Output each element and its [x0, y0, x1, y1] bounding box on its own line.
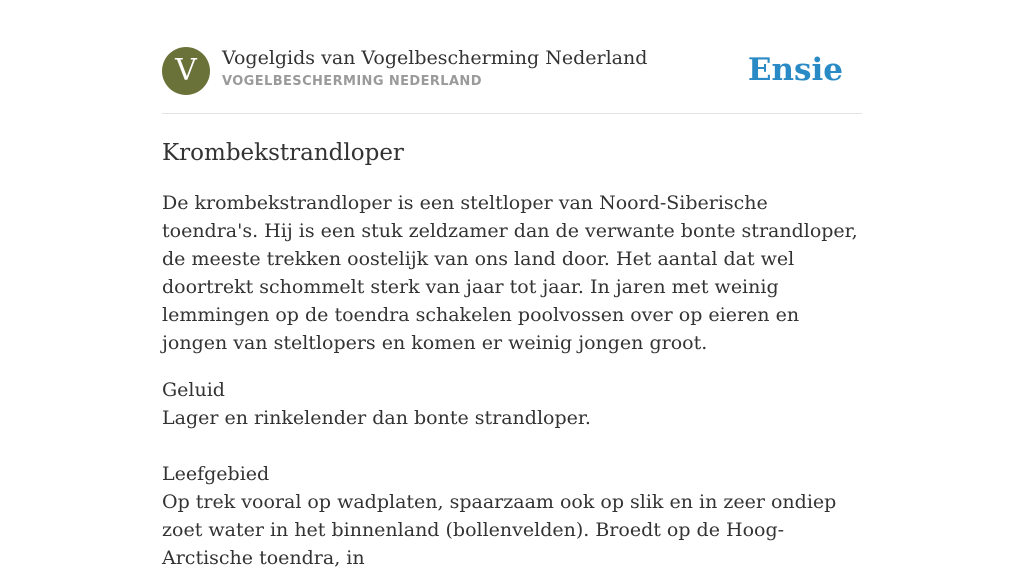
section-geluid	[162, 376, 862, 432]
ensie-logo[interactable]: Ensie	[747, 52, 843, 88]
article-intro: De krombekstrandloper is een steltloper van Noord-Siberische toendra's. Hij is een stuk zeldzamer dan de verwante bonte strandloper, de meeste trekken oostelijk van ons land door. Het aantal dat wel doortrekt schommelt sterk van jaar tot jaar. In jaren met weinig lemmingen op de toendra schakelen poolvossen over op eieren en jongen van steltlopers en komen er weinig jongen groot.	[162, 192, 858, 354]
section-heading: Geluid	[162, 379, 225, 401]
article-body	[162, 189, 862, 572]
entry-page	[162, 0, 862, 572]
source-info	[222, 46, 647, 91]
entry-header	[162, 46, 862, 114]
section-heading: Leefgebied	[162, 463, 270, 485]
section-text: Lager en rinkelender dan bonte strandloper.	[162, 407, 591, 429]
source-avatar[interactable]: V	[162, 47, 210, 95]
article-title: Krombekstrandloper	[162, 140, 404, 166]
section-text: Op trek vooral op wadplaten, spaarzaam ook op slik en in zeer ondiep zoet water in het binnenland (bollenvelden). Broedt op de Hoog-Arctische toendra, in	[162, 491, 837, 569]
section-leefgebied	[162, 460, 862, 572]
source-subtitle[interactable]: VOGELBESCHERMING NEDERLAND	[222, 74, 482, 89]
source-title[interactable]: Vogelgids van Vogelbescherming Nederland	[222, 47, 648, 69]
